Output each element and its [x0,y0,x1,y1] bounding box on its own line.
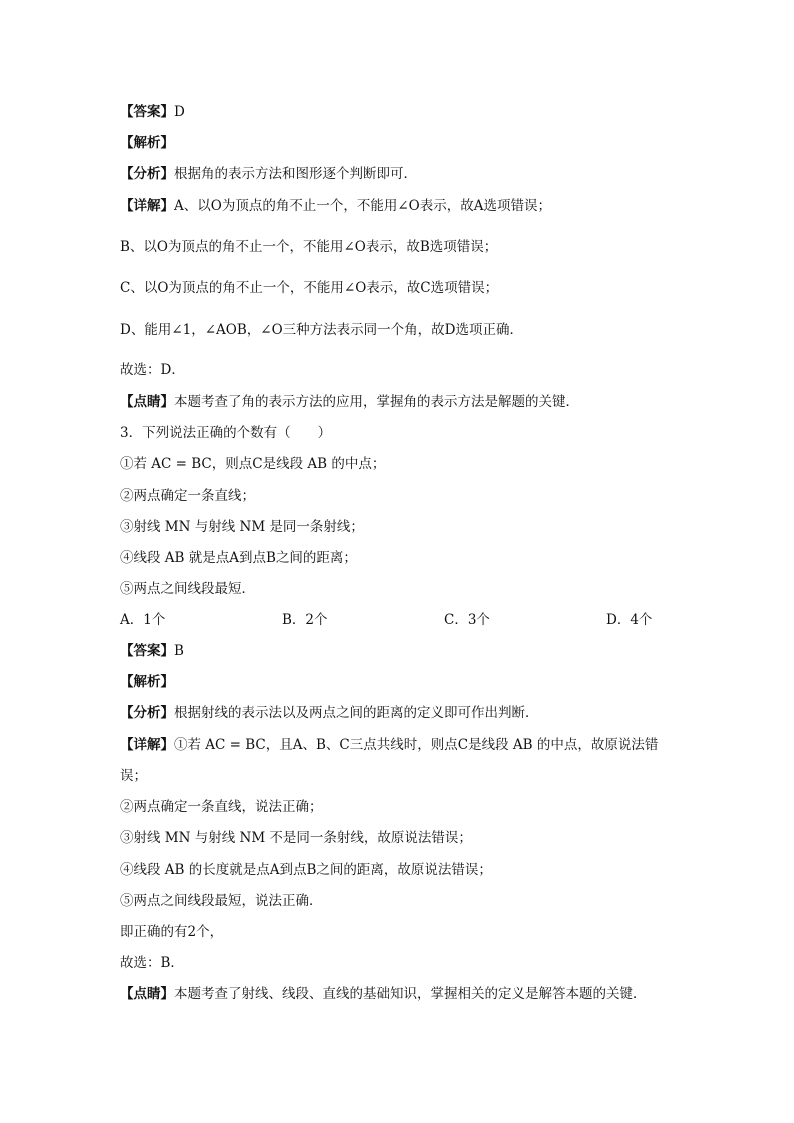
q2-detail-c: C、以O为顶点的角不止一个，不能用∠O表示，故C选项错误； [120,280,499,296]
fenxi-tag: 【分析】 [120,166,174,182]
q3-statement-4: ④线段 AB 就是点A到点B之间的距离； [120,550,357,566]
q3-dianjing-line [120,984,684,1004]
q3-analysis-heading [120,672,684,692]
analysis-tag: 【解析】 [120,135,174,151]
q3-statement-1: ①若 AC = BC，则点C是线段 AB 的中点； [120,456,386,472]
option-d: D．4个 [606,612,653,628]
detail-tag: 【详解】 [120,198,174,214]
option-c: C．3个 [444,612,490,628]
detail-1-text: ①若 AC = BC，且A、B、C三点共线时，则点C是线段 AB 的中点，故原说法错 [174,737,659,753]
q3-detail-2: ②两点确定一条直线，说法正确； [120,799,323,815]
q2-analysis-heading [120,133,684,153]
dianjing-text: 本题考查了角的表示方法的应用，掌握角的表示方法是解题的关键． [174,394,579,410]
q3-detail-1 [120,735,684,755]
q3-fenxi-line [120,703,684,723]
answer-tag: 【答案】 [120,104,174,120]
dianjing-tag: 【点睛】 [120,986,174,1002]
q2-choose: 故选：D． [120,362,185,378]
q3-detail-1-cont: 误； [120,768,147,784]
q3-detail-4: ④线段 AB 的长度就是点A到点B之间的距离，故原说法错误； [120,862,492,878]
detail-a-text: A、以O为顶点的角不止一个，不能用∠O表示，故A选项错误； [174,198,551,214]
dianjing-tag: 【点睛】 [120,394,174,410]
q2-detail-d: D、能用∠1，∠AOB，∠O三种方法表示同一个角，故D选项正确． [120,322,523,338]
q2-fenxi-line [120,164,684,184]
answer-value: B [174,643,184,659]
answer-tag: 【答案】 [120,643,174,659]
detail-tag: 【详解】 [120,737,174,753]
fenxi-text: 根据角的表示方法和图形逐个判断即可． [174,166,417,182]
answer-value: D [174,104,185,120]
dianjing-text: 本题考查了射线、线段、直线的基础知识，掌握相关的定义是解答本题的关键． [174,986,647,1002]
q2-answer-line [120,102,684,122]
q3-choose: 故选：B． [120,955,184,971]
option-a: A．1个 [120,612,166,628]
option-b: B．2个 [282,612,328,628]
q3-statement-3: ③射线 MN 与射线 NM 是同一条射线； [120,519,364,535]
q3-count: 即正确的有2个， [120,924,224,940]
q3-statement-5: ⑤两点之间线段最短． [120,581,255,597]
q2-dianjing-line [120,392,684,412]
q3-detail-5: ⑤两点之间线段最短，说法正确． [120,893,323,909]
fenxi-tag: 【分析】 [120,705,174,721]
fenxi-text: 根据射线的表示法以及两点之间的距离的定义即可作出判断． [174,705,539,721]
analysis-tag: 【解析】 [120,674,174,690]
q3-stem: 3．下列说法正确的个数有（ ） [120,425,332,441]
q2-detail-b: B、以O为顶点的角不止一个，不能用∠O表示，故B选项错误； [120,239,498,255]
q2-detail-a [120,196,684,216]
q3-answer-line [120,641,684,661]
q3-detail-3: ③射线 MN 与射线 NM 不是同一条射线，故原说法错误； [120,830,472,846]
q3-statement-2: ②两点确定一条直线； [120,488,255,504]
